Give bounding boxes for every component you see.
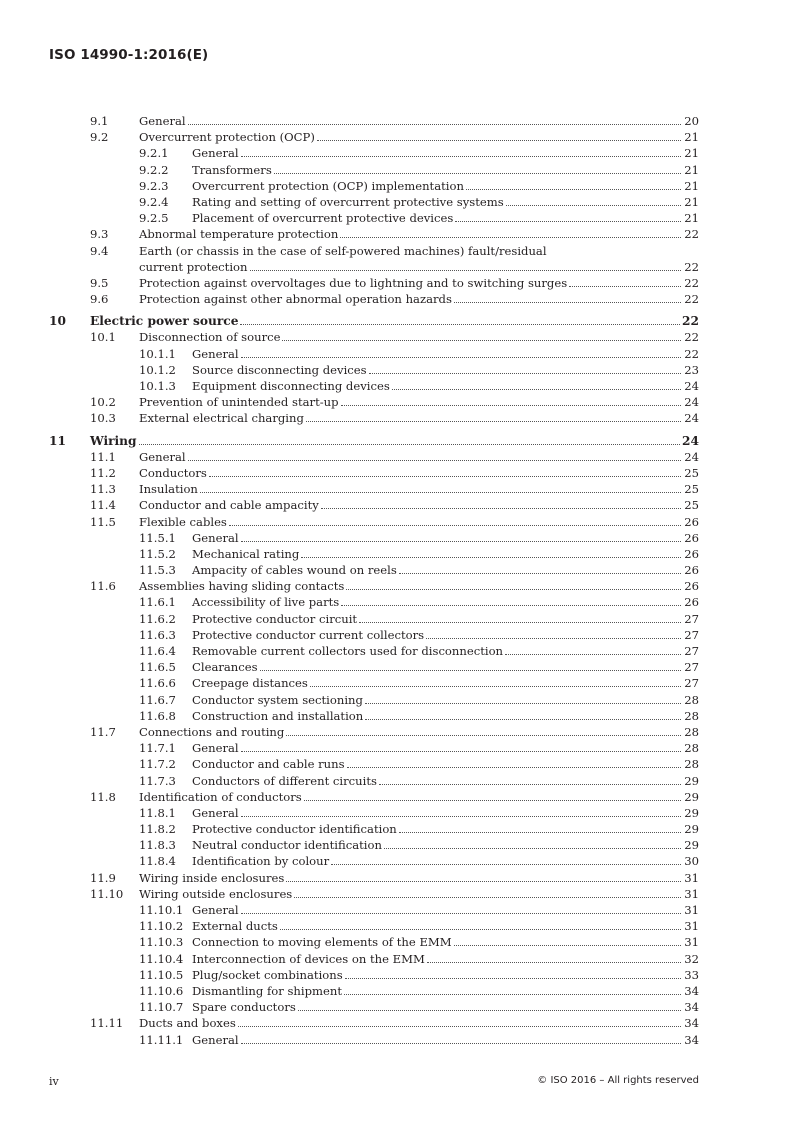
toc-entry[interactable] [49,275,699,291]
toc-entry-title: Disconnection of source [139,330,281,345]
toc-entry-number: 11.8.3 [139,838,176,853]
toc-entry-title: Ducts and boxes [139,1016,236,1031]
toc-entry[interactable] [49,789,699,805]
toc-entry-title: Protective conductor identification [192,822,397,837]
toc-entry-page: 27 [684,676,699,691]
toc-entry[interactable] [49,145,699,161]
dot-leader [241,805,681,817]
toc-entry-number: 11.10.1 [139,903,184,918]
dot-leader [294,886,681,898]
dot-leader [301,546,681,558]
toc-entry[interactable] [49,594,699,610]
toc-entry-page: 26 [684,595,699,610]
toc-entry-number: 9.2.2 [139,162,169,177]
dot-leader [369,362,681,374]
toc-entry-page: 32 [684,951,699,966]
dot-leader [241,902,681,914]
dot-leader [241,346,681,358]
toc-entry-page: 31 [684,919,699,934]
toc-entry[interactable] [49,967,699,983]
toc-entry[interactable] [49,210,699,226]
dot-leader [209,465,681,477]
toc-entry-page: 26 [684,530,699,545]
toc-entry-page: 28 [684,724,699,739]
toc-entry-number: 11.3 [90,482,116,497]
toc-entry-number: 11.7 [90,724,116,739]
toc-entry-page: 24 [684,379,699,394]
toc-entry-title: External electrical charging [139,411,304,426]
dot-leader [345,967,681,979]
table-of-contents [49,113,699,1048]
dot-leader [341,394,681,406]
toc-entry-title: Accessibility of live parts [192,595,340,610]
toc-entry-title: Overcurrent protection (OCP) [139,130,315,145]
toc-entry[interactable] [49,773,699,789]
toc-entry-title: Plug/socket combinations [192,967,343,982]
dot-leader [365,692,681,704]
toc-entry[interactable] [49,870,699,886]
toc-entry-number: 11.6.8 [139,708,176,723]
toc-entry-page: 21 [684,194,699,209]
toc-entry-title: Conductors of different circuits [192,773,377,788]
toc-entry-page: 24 [684,411,699,426]
toc-entry-number: 9.2.4 [139,194,169,209]
toc-entry-page: 22 [682,314,699,329]
toc-entry[interactable] [49,740,699,756]
toc-entry-page: 30 [684,854,699,869]
toc-entry-page: 34 [684,1000,699,1015]
toc-entry-page: 21 [684,146,699,161]
toc-entry-number: 11.4 [90,498,116,513]
toc-entry[interactable] [49,611,699,627]
toc-entry-number: 11.1 [90,449,116,464]
toc-entry-page: 28 [684,708,699,723]
dot-leader [238,1015,681,1027]
dot-leader [260,659,681,671]
toc-entry-number: 11 [49,433,66,448]
toc-entry-title: Construction and installation [192,708,364,723]
toc-entry-title: Electric power source [90,314,239,329]
dot-leader [331,853,681,865]
toc-entry[interactable] [49,724,699,740]
toc-entry-number: 9.2.3 [139,178,169,193]
toc-entry-number: 11.8.4 [139,854,176,869]
toc-entry-number: 11.6.1 [139,595,176,610]
toc-entry-number: 11.7.1 [139,741,176,756]
toc-entry-number: 11.11 [90,1016,124,1031]
toc-entry[interactable] [49,837,699,853]
toc-entry-title: Neutral conductor identification [192,838,382,853]
toc-entry-title: Ampacity of cables wound on reels [192,563,397,578]
toc-entry[interactable] [49,999,699,1015]
dot-leader [310,675,681,687]
toc-entry-number: 11.6 [90,579,116,594]
toc-entry-title: Protective conductor circuit [192,611,358,626]
dot-leader [241,1032,681,1044]
toc-entry-title: Protection against other abnormal operation hazards [139,292,452,307]
toc-entry-number: 10.1 [90,330,116,345]
toc-entry-number: 9.2 [90,130,109,145]
dot-leader [346,578,681,590]
toc-entry-number: 11.6.3 [139,627,176,642]
toc-entry-number: 11.10.5 [139,967,184,982]
toc-entry[interactable] [49,675,699,691]
dot-leader [506,194,681,206]
toc-entry-number: 11.9 [90,870,116,885]
toc-entry[interactable] [49,514,699,530]
toc-entry[interactable] [49,433,699,449]
toc-entry-title: General [192,146,239,161]
toc-entry-title: Wiring outside enclosures [139,886,293,901]
toc-entry-number: 10.1.2 [139,362,176,377]
toc-entry-number: 11.5.1 [139,530,176,545]
toc-entry-page: 29 [684,773,699,788]
toc-entry-number: 11.8.2 [139,822,176,837]
toc-entry[interactable] [49,378,699,394]
toc-entry-number: 10.3 [90,411,116,426]
toc-entry-page: 26 [684,514,699,529]
toc-entry[interactable] [49,162,699,178]
toc-entry-title: Abnormal temperature protection [139,227,339,242]
toc-entry-page: 29 [684,805,699,820]
toc-entry-title: Creepage distances [192,676,308,691]
toc-entry-title: Protection against overvoltages due to lightning and to switching surges [139,275,568,290]
toc-entry-number: 11.5.3 [139,563,176,578]
toc-entry-title: Insulation [139,482,198,497]
toc-entry-page: 34 [684,1032,699,1047]
toc-entry-title: General [192,903,239,918]
toc-entry-title: Overcurrent protection (OCP) implementation [192,178,464,193]
dot-leader [365,708,681,720]
toc-entry-number: 11.6.2 [139,611,176,626]
toc-entry[interactable] [49,546,699,562]
toc-entry-page: 22 [684,292,699,307]
toc-entry[interactable] [49,983,699,999]
toc-entry[interactable] [49,805,699,821]
dot-leader [359,611,681,623]
toc-entry[interactable] [49,886,699,902]
toc-entry-page: 28 [684,692,699,707]
dot-leader [241,145,681,157]
toc-entry-number: 9.5 [90,275,109,290]
dot-leader [304,789,681,801]
dot-leader [399,821,681,833]
toc-entry-page: 27 [684,627,699,642]
toc-entry-title: Earth (or chassis in the case of self-powered machines) fault/residual [139,243,547,258]
toc-entry-page: 29 [684,789,699,804]
toc-entry-number: 9.4 [90,243,109,258]
toc-entry-title: Prevention of unintended start-up [139,395,339,410]
toc-entry[interactable] [49,449,699,465]
toc-entry-title: General [192,805,239,820]
dot-leader [298,999,681,1011]
toc-entry-title: General [139,114,186,128]
toc-entry-number: 11.6.7 [139,692,176,707]
dot-leader [139,433,680,445]
toc-entry[interactable] [49,918,699,934]
toc-entry-page: 29 [684,838,699,853]
toc-entry-title: Mechanical rating [192,546,300,561]
toc-entry-title: Rating and setting of overcurrent protective systems [192,194,504,209]
toc-entry-title: External ducts [192,919,278,934]
toc-entry-number: 11.10.3 [139,935,184,950]
toc-entry-number: 11.7.2 [139,757,176,772]
toc-entry-title: Wiring inside enclosures [139,870,285,885]
toc-entry-page: 28 [684,741,699,756]
toc-entry-title: Removable current collectors used for disconnection [192,644,504,659]
toc-entry-page: 24 [684,395,699,410]
toc-entry-title: Clearances [192,660,258,675]
toc-entry[interactable] [49,291,699,307]
toc-entry-number: 10 [49,314,66,329]
dot-leader [229,514,681,526]
toc-entry-title: Equipment disconnecting devices [192,379,390,394]
toc-entry-page: 22 [684,346,699,361]
toc-entry[interactable] [49,562,699,578]
toc-entry-title: Connections and routing [139,724,285,739]
toc-entry-page: 21 [684,178,699,193]
dot-leader [340,226,681,238]
toc-entry[interactable] [49,410,699,426]
toc-entry-number: 9.6 [90,292,109,307]
toc-entry-title: Identification of conductors [139,789,302,804]
toc-entry-title: Interconnection of devices on the EMM [192,951,425,966]
toc-entry-page: 26 [684,579,699,594]
dot-leader [341,594,681,606]
toc-entry-number: 9.2.5 [139,211,169,226]
toc-entry-title: Flexible cables [139,514,227,529]
footer-page-number: iv [49,1075,59,1088]
toc-entry-page: 28 [684,757,699,772]
toc-entry-page: 34 [684,983,699,998]
dot-leader [317,129,681,141]
dot-leader [241,530,681,542]
toc-entry-page: 25 [684,482,699,497]
toc-entry-title: Conductors [139,465,207,480]
toc-entry-number: 11.7.3 [139,773,176,788]
toc-entry-number: 11.10.4 [139,951,184,966]
dot-leader [306,410,681,422]
toc-entry-title: Assemblies having sliding contacts [139,579,345,594]
toc-entry-title: Conductor and cable runs [192,757,345,772]
dot-leader [392,378,681,390]
toc-entry[interactable] [49,627,699,643]
toc-entry-number: 11.10.7 [139,1000,184,1015]
toc-entry[interactable] [49,497,699,513]
toc-entry-page: 27 [684,660,699,675]
toc-entry-title: Source disconnecting devices [192,362,367,377]
toc-entry-number: 10.1.1 [139,346,176,361]
toc-entry-title: Identification by colour [192,854,330,869]
dot-leader [286,870,681,882]
toc-entry-number: 9.1 [90,114,109,128]
dot-leader [454,291,681,303]
toc-entry-page: 34 [684,1016,699,1031]
dot-leader [344,983,681,995]
dot-leader [427,951,681,963]
dot-leader [280,918,681,930]
toc-entry-number: 11.5 [90,514,116,529]
toc-entry-title: Spare conductors [192,1000,296,1015]
toc-entry-title-continued: current protection [139,259,248,274]
toc-entry[interactable] [49,530,699,546]
toc-entry[interactable] [49,129,699,145]
dot-leader [454,934,681,946]
toc-entry-page: 31 [684,903,699,918]
toc-entry[interactable] [49,692,699,708]
dot-leader [274,162,681,174]
toc-entry[interactable] [49,934,699,950]
toc-entry-number: 11.2 [90,465,116,480]
footer-copyright: © ISO 2016 – All rights reserved [537,1075,699,1086]
dot-leader [569,275,681,287]
toc-entry-number: 11.6.4 [139,644,176,659]
toc-entry-number: 10.2 [90,395,116,410]
dot-leader [241,740,681,752]
toc-entry-number: 11.6.5 [139,660,176,675]
toc-entry[interactable] [49,578,699,594]
dot-leader [347,756,681,768]
toc-entry-number: 11.8 [90,789,116,804]
toc-entry-number: 11.5.2 [139,546,176,561]
toc-entry-number: 11.10.6 [139,983,184,998]
toc-entry[interactable] [49,756,699,772]
dot-leader [379,773,681,785]
toc-entry-page: 25 [684,465,699,480]
dot-leader [250,259,682,271]
toc-entry-page: 20 [684,114,699,128]
toc-entry-page: 26 [684,546,699,561]
toc-entry[interactable] [49,708,699,724]
toc-entry[interactable] [49,481,699,497]
toc-entry-title: Wiring [90,433,137,448]
toc-entry-page: 22 [684,330,699,345]
toc-entry-page: 22 [684,259,699,274]
toc-entry-title: General [192,1032,239,1047]
toc-entry-title: General [192,346,239,361]
toc-entry-page: 26 [684,563,699,578]
dot-leader [188,113,681,125]
toc-entry[interactable] [49,1032,699,1048]
dot-leader [505,643,681,655]
dot-leader [426,627,681,639]
toc-entry-page: 31 [684,935,699,950]
toc-entry-page: 25 [684,498,699,513]
toc-entry-title: General [192,530,239,545]
toc-entry[interactable] [49,1015,699,1031]
document-header: ISO 14990-1:2016(E) [49,47,209,63]
toc-entry[interactable] [49,951,699,967]
toc-entry-number: 11.6.6 [139,676,176,691]
dot-leader [455,210,681,222]
toc-entry-page: 27 [684,611,699,626]
toc-entry-title: Placement of overcurrent protective devices [192,211,454,226]
toc-entry-page: 21 [684,162,699,177]
toc-entry-page: 22 [684,227,699,242]
toc-entry[interactable] [49,362,699,378]
toc-entry-title: Protective conductor current collectors [192,627,425,642]
toc-entry-page: 29 [684,822,699,837]
toc-entry-number: 9.2.1 [139,146,169,161]
toc-entry[interactable] [49,643,699,659]
toc-entry-title: Conductor system sectioning [192,692,363,707]
toc-entry[interactable] [49,329,699,345]
toc-entry-title: General [192,741,239,756]
toc-entry-page: 23 [684,362,699,377]
toc-entry-page: 21 [684,211,699,226]
toc-entry-page: 22 [684,275,699,290]
dot-leader [399,562,681,574]
toc-entry[interactable] [49,226,699,242]
dot-leader [321,497,681,509]
dot-leader [282,329,681,341]
toc-entry[interactable] [49,902,699,918]
toc-entry[interactable] [49,394,699,410]
toc-entry-title: Connection to moving elements of the EMM [192,935,452,950]
toc-entry-number: 9.3 [90,227,109,242]
toc-entry-page: 31 [684,886,699,901]
dot-leader [286,724,681,736]
toc-entry-number: 10.1.3 [139,379,176,394]
dot-leader [188,449,681,461]
toc-entry-number: 11.10.2 [139,919,184,934]
toc-entry[interactable] [49,853,699,869]
dot-leader [466,178,681,190]
toc-entry-number: 11.8.1 [139,805,176,820]
dot-leader [384,837,681,849]
toc-entry-number: 11.11.1 [139,1032,184,1047]
toc-entry-page: 24 [684,449,699,464]
toc-entry-title: Dismantling for shipment [192,983,342,998]
toc-entry-page: 24 [682,433,699,448]
toc-entry-page: 21 [684,130,699,145]
toc-entry[interactable] [49,194,699,210]
toc-entry[interactable] [49,113,699,129]
toc-entry-title: General [139,449,186,464]
toc-entry[interactable] [49,243,699,275]
toc-entry-title: Conductor and cable ampacity [139,498,319,513]
toc-entry[interactable] [49,313,699,329]
toc-entry[interactable] [49,178,699,194]
toc-entry[interactable] [49,346,699,362]
toc-entry[interactable] [49,821,699,837]
toc-entry-page: 27 [684,644,699,659]
dot-leader [200,481,681,493]
toc-entry-page: 31 [684,870,699,885]
toc-entry[interactable] [49,465,699,481]
toc-entry-number: 11.10 [90,886,124,901]
toc-entry[interactable] [49,659,699,675]
toc-entry-title: Transformers [192,162,272,177]
dot-leader [240,313,680,325]
toc-entry-page: 33 [684,967,699,982]
